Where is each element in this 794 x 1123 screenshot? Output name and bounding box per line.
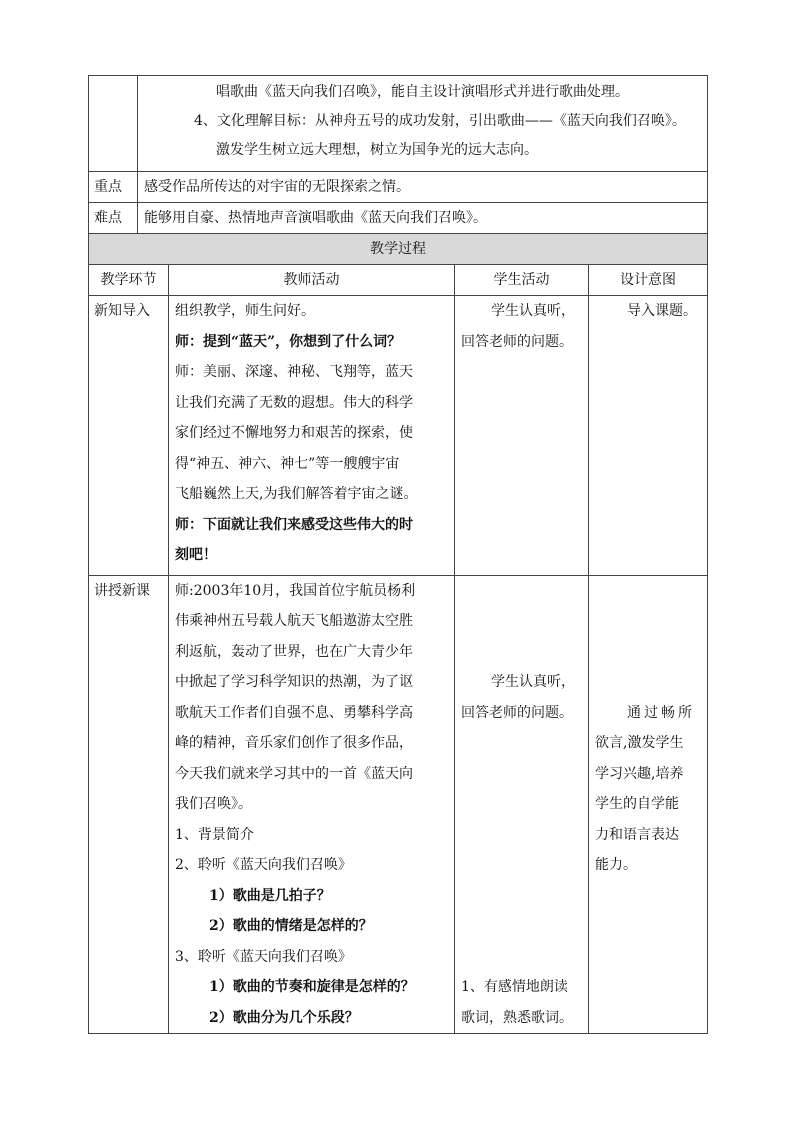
teacher-line: 2、聆听《蓝天向我们召唤》 xyxy=(175,857,352,873)
key-point-text-cell xyxy=(138,172,708,203)
design-intent-cell xyxy=(589,575,708,1034)
teacher-line: 师：提到“蓝天”，你想到了什么词？ xyxy=(175,333,402,350)
teacher-line: 刻吧！ xyxy=(175,547,217,563)
process-title-row xyxy=(89,234,708,265)
intent-line: 导入课题。 xyxy=(627,303,697,319)
teacher-line: 2）歌曲的情绪是怎样的？ xyxy=(209,918,373,934)
objectives-row xyxy=(89,76,708,172)
teacher-line: 得“神五、神六、神七”等一艘艘宇宙 xyxy=(175,455,400,472)
table-header-row xyxy=(89,265,708,296)
intent-line: 学生的自学能 xyxy=(595,796,679,812)
header-stage: 教学环节 xyxy=(89,265,169,296)
teacher-line: 利返航，轰动了世界，也在广大青少年 xyxy=(175,643,413,660)
key-point-label: 重点 xyxy=(89,172,138,203)
teacher-line: 让我们充满了无数的遐想。伟大的科学 xyxy=(175,394,413,411)
stage-label: 讲授新课 xyxy=(94,582,150,599)
student-line: 1、有感情地朗读 xyxy=(461,979,568,995)
intent-line: 能力。 xyxy=(595,857,637,873)
stage-cell xyxy=(89,575,169,1034)
student-activity-cell xyxy=(455,575,589,1034)
stage-cell xyxy=(89,296,169,576)
teacher-line: 飞船巍然上天,为我们解答着宇宙之谜。 xyxy=(175,486,418,502)
header-intent: 设计意图 xyxy=(589,265,708,296)
student-line: 歌词，熟悉歌词。 xyxy=(461,1009,573,1026)
header-student: 学生活动 xyxy=(455,265,589,296)
teacher-line: 师:2003年10月，我国首位宇航员杨利 xyxy=(175,582,416,599)
teacher-line: 今天我们就来学习其中的一首《蓝天向 xyxy=(175,765,413,782)
teacher-line: 歌航天工作者们自强不息、勇攀科学高 xyxy=(175,704,413,721)
key-point-text: 感受作品所传达的对宇宙的无限探索之情。 xyxy=(144,179,410,195)
difficulty-text: 能够用自豪、热情地声音演唱歌曲《蓝天向我们召唤》。 xyxy=(144,210,487,226)
key-point-row xyxy=(89,172,708,203)
teacher-line: 师：美丽、深邃、神秘、飞翔等，蓝天 xyxy=(175,364,413,380)
teacher-line: 峰的精神，音乐家们创作了很多作品， xyxy=(175,735,413,751)
process-title: 教学过程 xyxy=(89,234,708,265)
teacher-line: 2）歌曲分为几个乐段？ xyxy=(209,1009,359,1026)
teacher-activity-cell xyxy=(169,575,455,1034)
difficulty-label: 难点 xyxy=(89,203,138,234)
teacher-line: 中掀起了学习科学知识的热潮，为了讴 xyxy=(175,674,413,690)
student-line: 回答老师的问题。 xyxy=(461,333,573,350)
intent-line: 力和语言表达 xyxy=(595,826,679,843)
lesson-plan-table xyxy=(88,75,708,1034)
header-teacher: 教师活动 xyxy=(169,265,455,296)
teacher-line: 伟乘神州五号载人航天飞船遨游太空胜 xyxy=(175,613,413,629)
difficulty-row xyxy=(89,203,708,234)
intent-line: 学习兴趣,培养 xyxy=(595,765,684,782)
difficulty-text-cell xyxy=(138,203,708,234)
objective-line-1: 唱歌曲《蓝天向我们召唤》，能自主设计演唱形式并进行歌曲处理。 xyxy=(216,84,629,100)
student-line: 学生认真听， xyxy=(491,674,575,690)
student-activity-cell xyxy=(455,296,589,576)
teacher-line: 家们经过不懈地努力和艰苦的探索，使 xyxy=(175,425,413,441)
teacher-line: 师：下面就让我们来感受这些伟大的时 xyxy=(175,516,413,533)
student-line: 回答老师的问题。 xyxy=(461,704,573,721)
student-line: 学生认真听， xyxy=(491,303,575,319)
teacher-line: 组织教学，师生问好。 xyxy=(175,303,315,319)
teacher-activity-cell xyxy=(169,296,455,576)
stage-label: 新知导入 xyxy=(94,303,150,319)
teacher-line: 1、背景简介 xyxy=(175,826,254,843)
teacher-line: 3、聆听《蓝天向我们召唤》 xyxy=(175,948,352,965)
teacher-line: 1）歌曲是几拍子？ xyxy=(209,887,331,904)
objective-line-2: 4、文化理解目标：从神舟五号的成功发射，引出歌曲——《蓝天向我们召唤》。 xyxy=(194,113,686,129)
design-intent-cell xyxy=(589,296,708,576)
table-row xyxy=(89,296,708,576)
objectives-cell xyxy=(138,76,708,172)
teacher-line: 我们召唤》。 xyxy=(175,796,252,812)
objectives-left-cell xyxy=(89,76,138,172)
table-row xyxy=(89,575,708,1034)
intent-line: 欲言,激发学生 xyxy=(595,735,684,751)
intent-line: 通过畅所 xyxy=(627,704,695,721)
teacher-line: 1）歌曲的节奏和旋律是怎样的？ xyxy=(209,979,415,995)
objective-line-3: 激发学生树立远大理想，树立为国争光的远大志向。 xyxy=(216,142,538,158)
